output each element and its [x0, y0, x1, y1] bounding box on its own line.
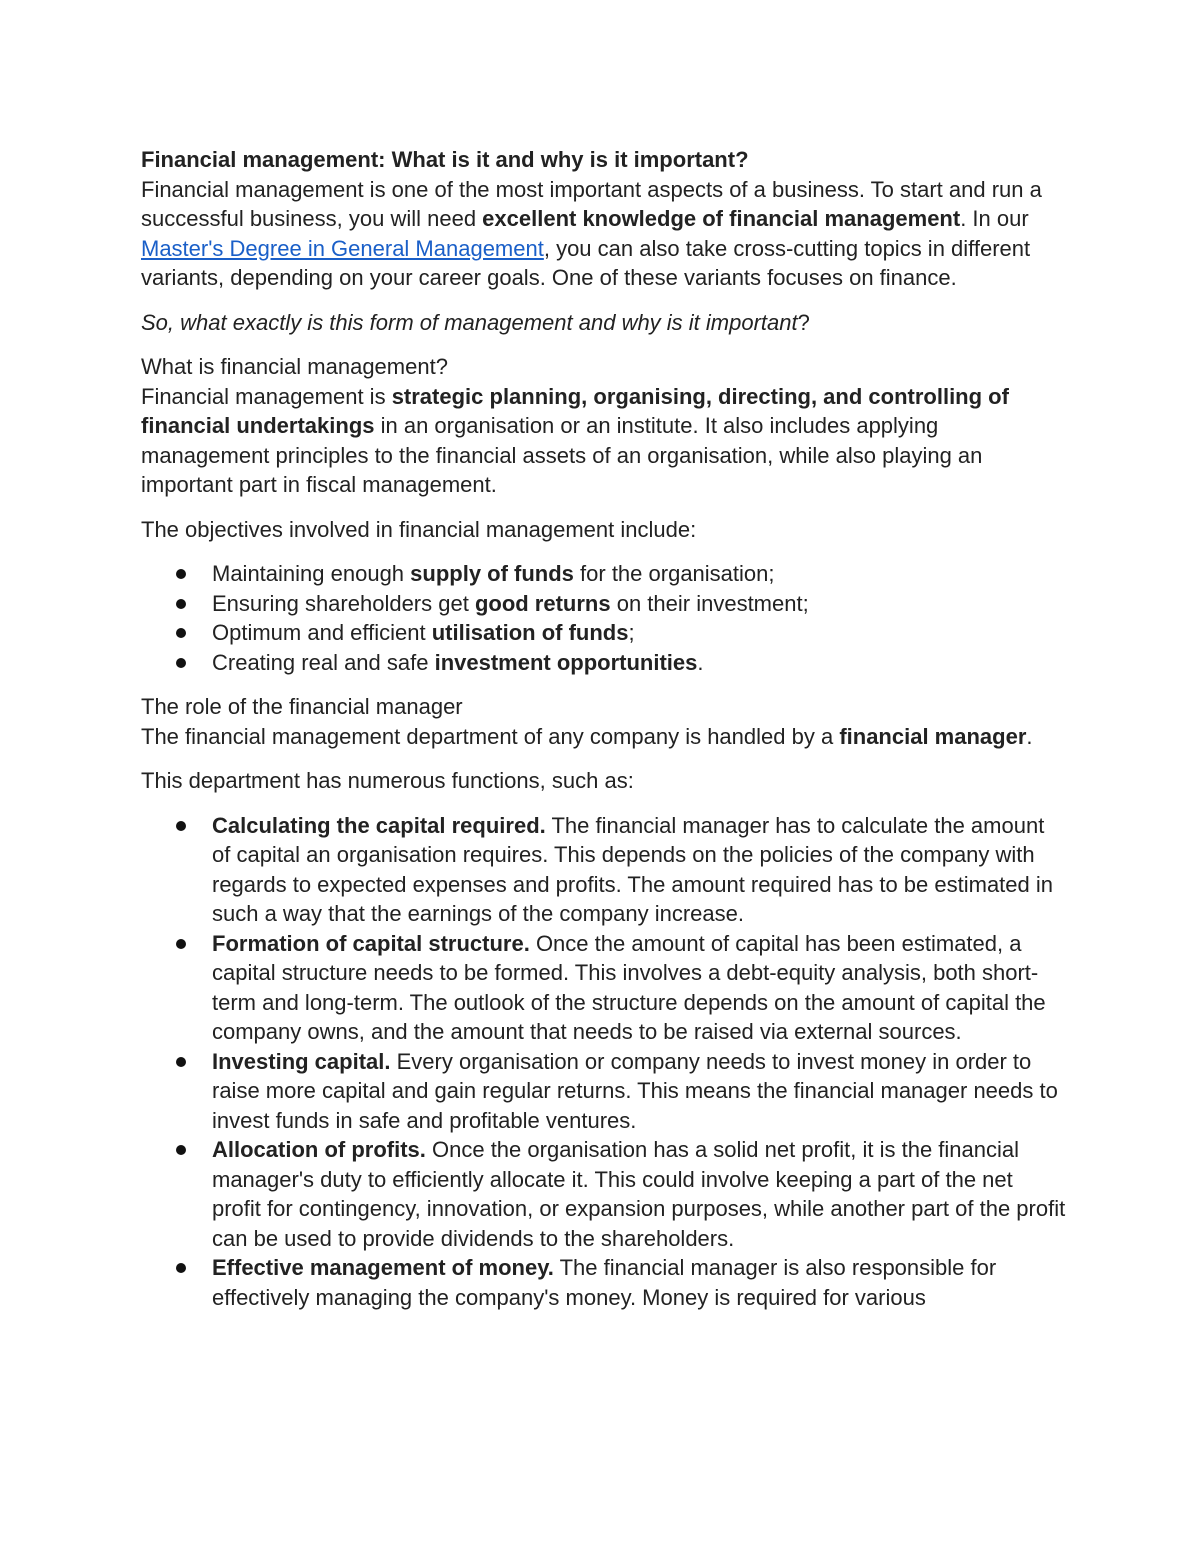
objective-bold: supply of funds: [410, 561, 574, 586]
bullet-icon: [176, 939, 186, 949]
list-item: [141, 1047, 1066, 1136]
role-text-2: .: [1026, 723, 1033, 749]
question-text: So, what exactly is this form of management and why is it important: [141, 309, 798, 335]
role-paragraph: [141, 722, 1066, 752]
functions-list: [141, 811, 1066, 1313]
role-text-1: The financial management department of any company is handled by a: [141, 723, 840, 749]
objective-pre: Creating real and safe: [212, 649, 435, 675]
bullet-icon: [176, 1057, 186, 1067]
intro-text-3: , you can also take cross-cutting topics in different variants, depending on your career goals. One of these variants focuses on finance.: [141, 235, 1031, 290]
list-item: [141, 1135, 1066, 1253]
function-text: The financial manager is also responsible for effectively managing the company's money. Money is required for various: [212, 1255, 997, 1310]
objective-bold: utilisation of funds: [431, 620, 629, 645]
objective-post: on their investment;: [610, 590, 809, 616]
objective-bold: good returns: [474, 590, 611, 616]
question-paragraph: [141, 308, 1066, 338]
function-title: Allocation of profits.: [212, 1137, 426, 1162]
objectives-list: [141, 559, 1066, 677]
bullet-icon: [176, 599, 186, 609]
definition-paragraph: [141, 382, 1066, 500]
function-title: Calculating the capital required.: [212, 812, 546, 838]
list-item: [141, 648, 1066, 678]
objective-pre: Maintaining enough: [212, 561, 411, 586]
objective-pre: Ensuring shareholders get: [212, 590, 475, 616]
function-title: Effective management of money.: [212, 1255, 554, 1280]
function-text: The financial manager has to calculate the amount of capital an organisation requires. This depends on the policies of the company with regards to expected expenses and profits. The amount required has to be estimated in such a way that the earnings of the company increase.: [212, 812, 1053, 926]
function-text: Once the organisation has a solid net profit, it is the financial manager's duty to efficiently allocate it. This could involve keeping a part of the net profit for contingency, innovation, or expansion purposes, while another part of the profit can be used to provide dividends to the shareholders.: [212, 1137, 1066, 1251]
bullet-icon: [176, 821, 186, 831]
list-item: [141, 618, 1066, 648]
objective-post: ;: [628, 620, 635, 645]
bullet-icon: [176, 658, 186, 668]
intro-text-1: Financial management is one of the most important aspects of a business. To start and run a successful business, you will need: [141, 176, 1042, 231]
intro-text-2: . In our: [960, 206, 1029, 231]
bullet-icon: [176, 1263, 186, 1273]
bullet-icon: [176, 569, 186, 579]
list-item: [141, 589, 1066, 619]
bullet-icon: [176, 1145, 186, 1155]
list-item: [141, 559, 1066, 589]
masters-degree-link[interactable]: Master's Degree in General Management: [141, 235, 544, 261]
document-title: Financial management: What is it and why is it important?: [141, 147, 749, 172]
document-page: [141, 145, 1066, 1312]
role-bold-financial-manager: financial manager: [839, 723, 1027, 749]
definition-bold: strategic planning, organising, directing, and controlling of financial undertakings: [141, 383, 1009, 438]
function-title: Investing capital.: [212, 1048, 391, 1074]
role-heading: The role of the financial manager: [141, 694, 463, 719]
objective-post: .: [697, 649, 704, 675]
objective-bold: investment opportunities: [434, 649, 698, 675]
objective-pre: Optimum and efficient: [212, 620, 432, 645]
definition-text-1: Financial management is: [141, 383, 392, 409]
objective-post: for the organisation;: [573, 561, 775, 586]
intro-bold-knowledge: excellent knowledge of financial management: [482, 206, 961, 231]
function-title: Formation of capital structure.: [212, 930, 530, 956]
list-item: [141, 929, 1066, 1047]
what-heading: What is financial management?: [141, 354, 448, 379]
functions-intro: This department has numerous functions, such as:: [141, 768, 634, 793]
function-text: Once the amount of capital has been estimated, a capital structure needs to be formed. This involves a debt-equity analysis, both short-term and long-term. The outlook of the structure depends on the amount of capital the company owns, and the amount that needs to be raised via external sources.: [212, 930, 1046, 1044]
objectives-intro: The objectives involved in financial management include:: [141, 516, 697, 542]
definition-text-2: in an organisation or an institute. It also includes applying management principles to the financial assets of an organisation, while also playing an important part in fiscal management.: [141, 413, 983, 497]
question-mark: ?: [797, 309, 810, 335]
list-item: [141, 1253, 1066, 1312]
bullet-icon: [176, 628, 186, 638]
intro-paragraph: [141, 175, 1066, 293]
function-text: Every organisation or company needs to invest money in order to raise more capital and gain regular returns. This means the financial manager needs to invest funds in safe and profitable ventures.: [212, 1048, 1058, 1133]
list-item: [141, 811, 1066, 929]
